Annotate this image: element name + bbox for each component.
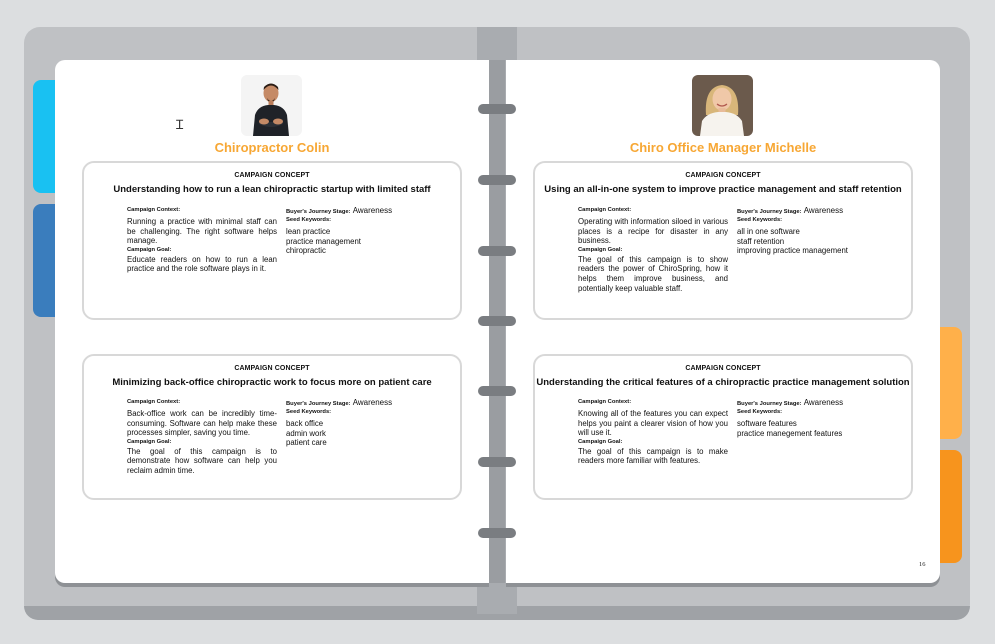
seed-keywords-label: Seed Keywords:	[737, 217, 783, 223]
card-header: CAMPAIGN CONCEPT	[234, 172, 310, 179]
campaign-goal-label: Campaign Goal:	[578, 246, 623, 253]
card-title: Using an all-in-one system to improve practice management and staff retention	[544, 184, 902, 195]
campaign-card[interactable]	[82, 354, 462, 500]
campaign-goal-text: The goal of this campaign is to make readers more familiar with features.	[578, 446, 728, 466]
seed-keywords-list	[286, 227, 436, 256]
campaign-goal-text: Educate readers on how to run a lean practice and the role software plays in it.	[127, 254, 277, 274]
binder-ring	[478, 528, 516, 538]
keyword-item: chiropractic	[286, 246, 326, 256]
campaign-card[interactable]	[82, 161, 462, 320]
card-header: CAMPAIGN CONCEPT	[685, 365, 761, 372]
campaign-context-text: Operating with information siloed in various places is a recipe for disaster in any business.	[578, 217, 728, 246]
seed-keywords-label: Seed Keywords:	[737, 409, 783, 415]
keyword-item: lean practice	[286, 227, 331, 236]
keyword-item: all in one software	[737, 227, 800, 236]
seed-keywords-list	[737, 419, 887, 438]
campaign-card[interactable]	[533, 354, 913, 500]
journey-stage-value: Awareness	[352, 206, 393, 215]
journey-stage-value: Awareness	[803, 398, 844, 407]
campaign-context-label: Campaign Context:	[127, 207, 181, 213]
keyword-item: patient care	[286, 438, 327, 448]
persona-name-colin: Chiropractor Colin	[214, 140, 330, 155]
journey-stage-value: Awareness	[803, 206, 844, 215]
binder-ring	[478, 316, 516, 326]
avatar-michelle	[692, 75, 753, 136]
journey-stage-label: Buyer's Journey Stage:	[737, 209, 802, 215]
seed-keywords-label: Seed Keywords:	[286, 409, 332, 415]
journey-stage-label: Buyer's Journey Stage:	[286, 401, 351, 407]
binder-ring	[478, 246, 516, 256]
card-header: CAMPAIGN CONCEPT	[685, 172, 761, 179]
card-title: Minimizing back-office chiropractic work to focus more on patient care	[112, 377, 432, 388]
campaign-context-label: Campaign Context:	[578, 207, 632, 213]
binder-ring	[478, 175, 516, 185]
journey-stage-label: Buyer's Journey Stage:	[286, 209, 351, 215]
campaign-goal-label: Campaign Goal:	[127, 246, 172, 253]
keyword-item: improving practice management	[737, 246, 848, 256]
card-title: Understanding the critical features of a chiropractic practice management solution	[536, 377, 910, 388]
page-number: 16	[919, 561, 926, 568]
binder-ring	[478, 457, 516, 467]
binder-ring	[478, 104, 516, 114]
campaign-goal-label: Campaign Goal:	[127, 438, 172, 445]
card-title: Understanding how to run a lean chiropractic startup with limited staff	[113, 184, 431, 195]
campaign-context-label: Campaign Context:	[578, 399, 632, 405]
campaign-context-text: Knowing all of the features you can expect helps you paint a clearer vision of how you will use it.	[578, 409, 728, 438]
seed-keywords-list	[737, 227, 887, 256]
keyword-item: practice management	[286, 236, 361, 246]
text-cursor-icon: Ɪ	[176, 117, 184, 132]
keyword-item: staff retention	[737, 236, 785, 246]
person-photo-icon	[692, 75, 753, 136]
binder-ring	[478, 386, 516, 396]
keyword-item: practice manegement features	[737, 428, 843, 438]
journey-stage-value: Awareness	[352, 398, 393, 407]
campaign-goal-label: Campaign Goal:	[578, 438, 623, 445]
campaign-context-label: Campaign Context:	[127, 399, 181, 405]
keyword-item: software features	[737, 419, 797, 428]
campaign-goal-text: The goal of this campaign is to demonstrate how software can help you reclaim admin time.	[127, 446, 277, 475]
campaign-card[interactable]	[533, 161, 913, 320]
left-page	[55, 60, 489, 583]
keyword-item: back office	[286, 419, 324, 428]
keyword-item: admin work	[286, 428, 326, 438]
seed-keywords-list	[286, 419, 436, 448]
seed-keywords-label: Seed Keywords:	[286, 217, 332, 223]
journey-stage-label: Buyer's Journey Stage:	[737, 401, 802, 407]
right-page	[506, 60, 940, 583]
card-header: CAMPAIGN CONCEPT	[234, 365, 310, 372]
campaign-goal-text: The goal of this campaign is to show readers the power of ChiroSpring, how it helps them improve business, and potentially keep valuable staff.	[578, 254, 728, 293]
person-photo-icon	[241, 75, 302, 136]
avatar-colin	[241, 75, 302, 136]
campaign-context-text: Back-office work can be incredibly time-consuming. Software can help make these processes simpler, saving you time.	[127, 409, 277, 438]
campaign-context-text: Running a practice with minimal staff can be challenging. The right software helps manage.	[127, 217, 277, 246]
persona-name-michelle: Chiro Office Manager Michelle	[629, 140, 817, 155]
